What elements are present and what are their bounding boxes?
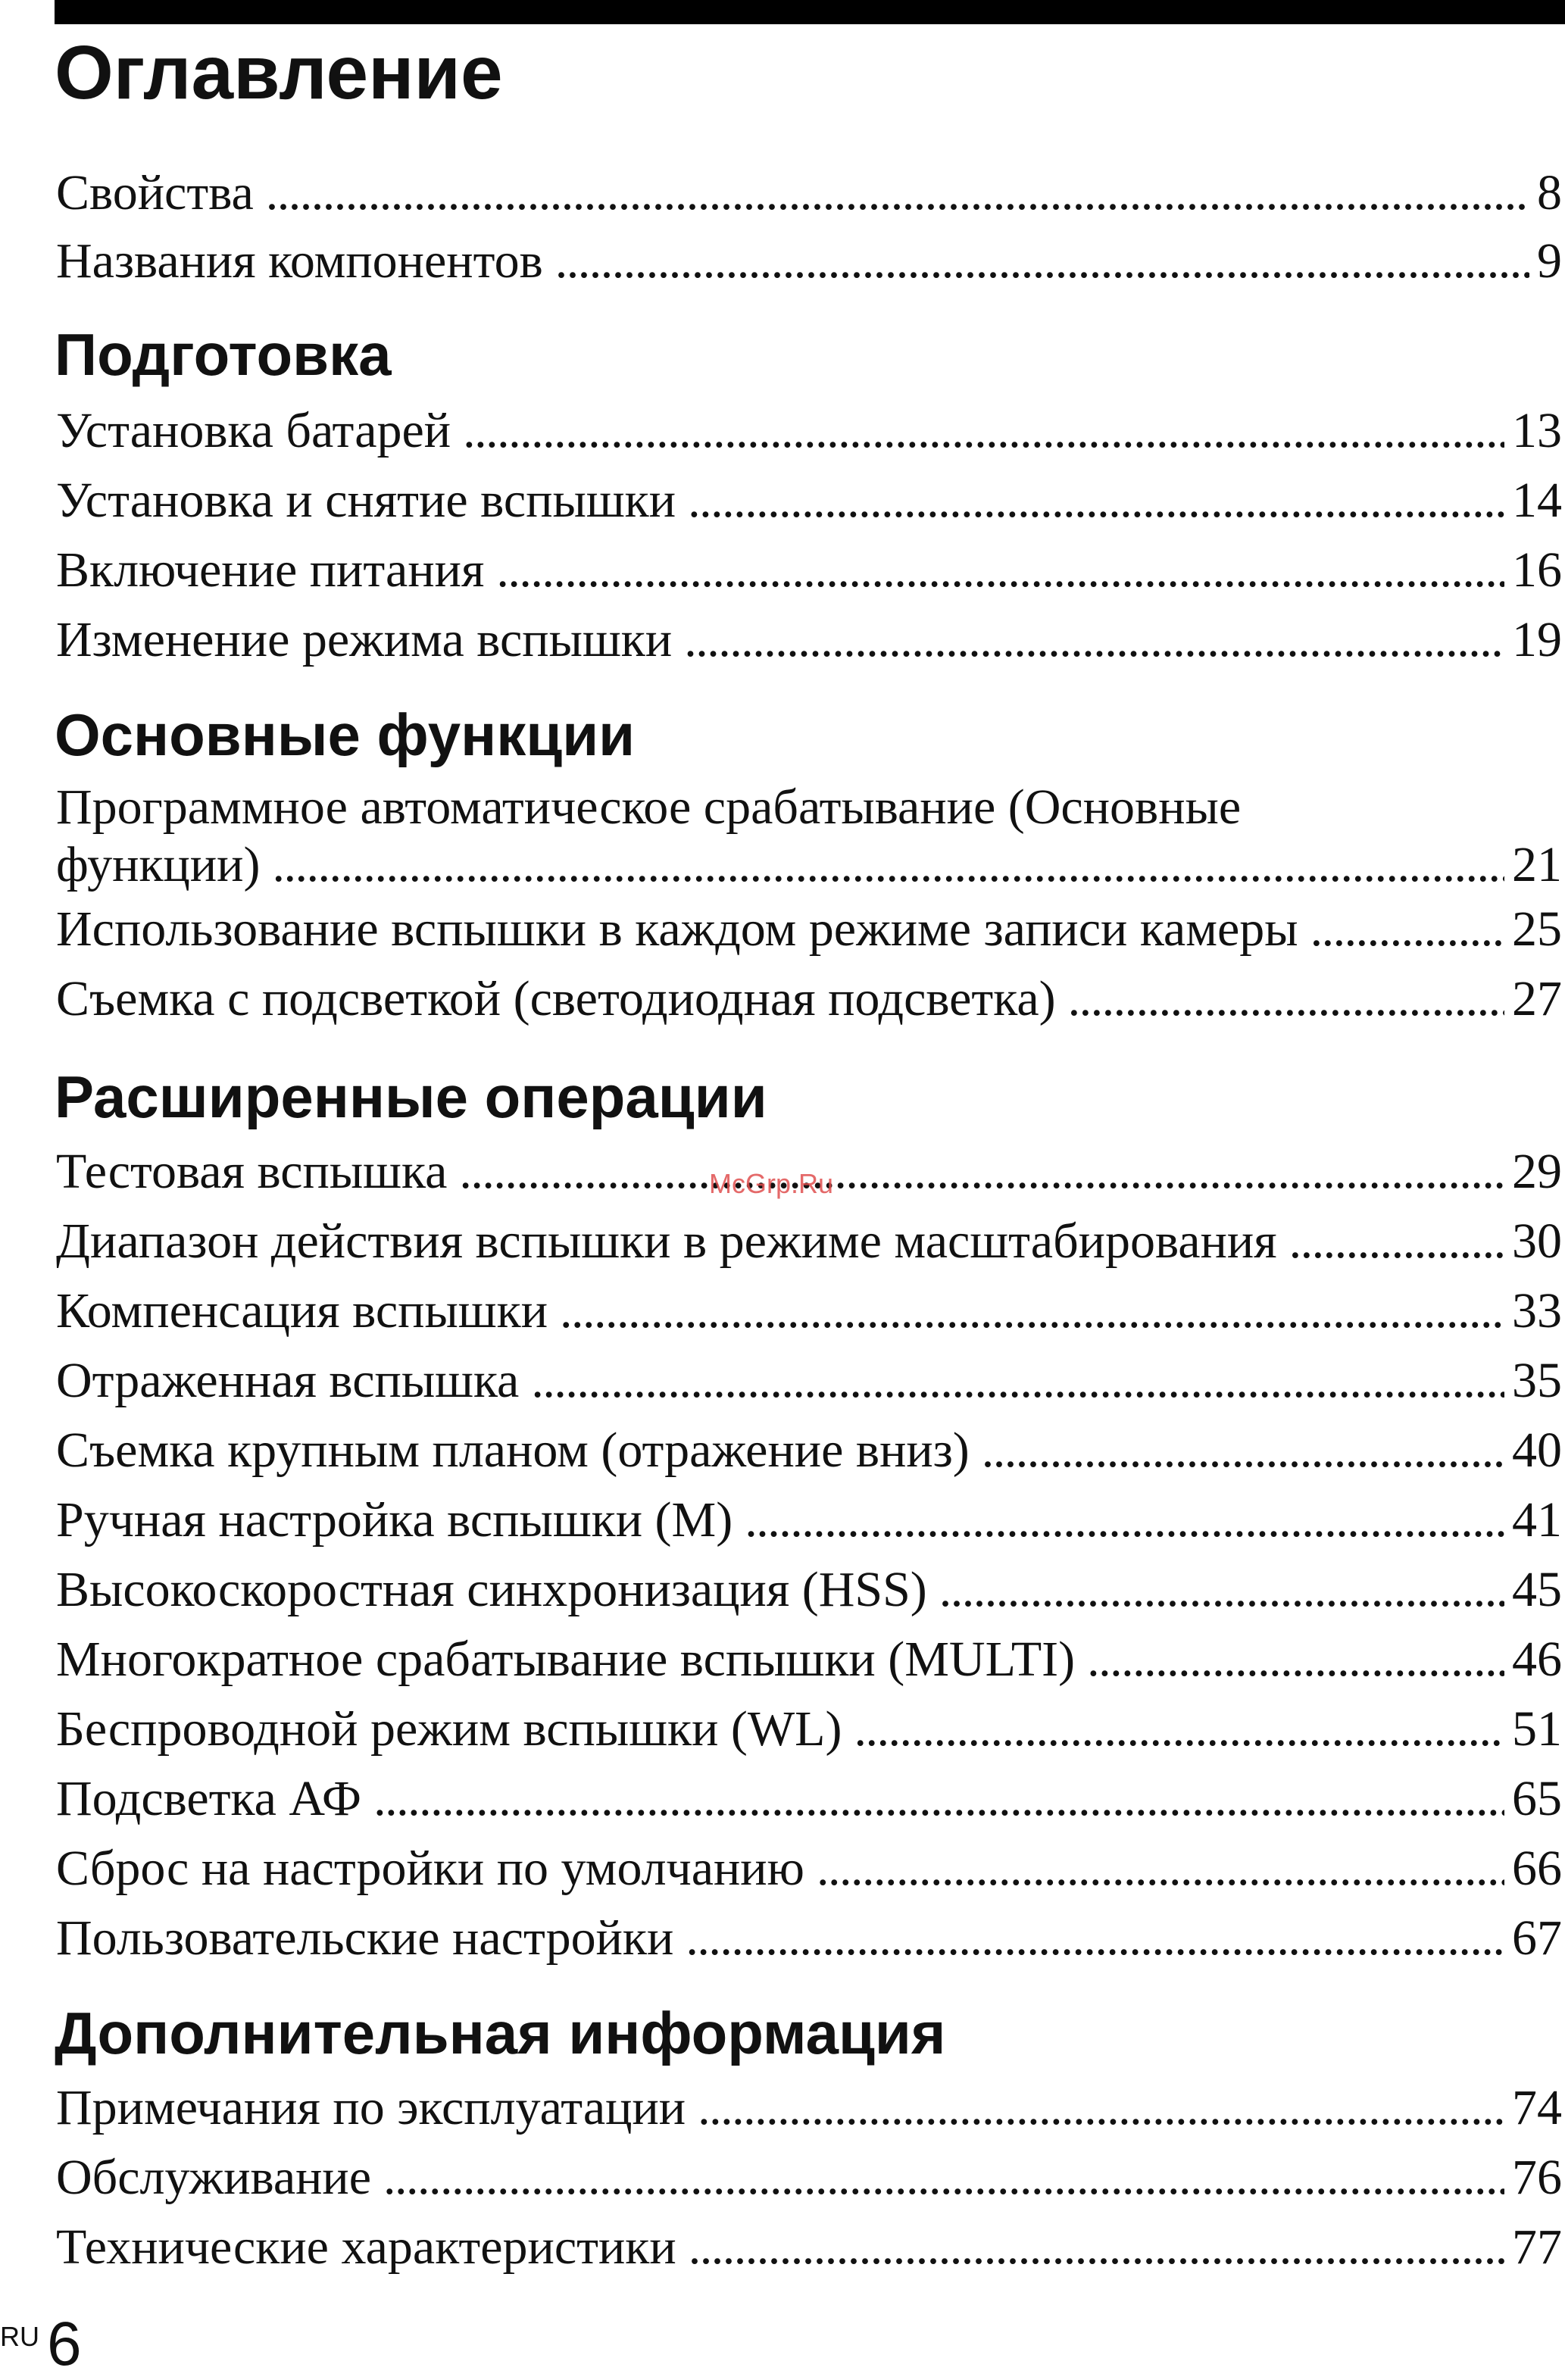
toc-entry-label: Тестовая вспышка: [56, 1144, 448, 1199]
dot-leader: [982, 1416, 1504, 1485]
toc-entry[interactable]: [56, 2213, 1562, 2282]
toc-entry[interactable]: [56, 159, 1562, 227]
dot-leader: [939, 1556, 1504, 1624]
toc-entry-label: Обслуживание: [56, 2150, 372, 2205]
toc-entry-page: 27: [1512, 971, 1562, 1026]
toc-entry-label: Установка и снятие вспышки: [56, 473, 676, 528]
toc-entry-page: 51: [1512, 1701, 1562, 1757]
toc-entry-label: Названия компонентов: [56, 233, 543, 289]
dot-leader: [383, 2144, 1504, 2212]
toc-entry-label: Высокоскоростная синхронизация (HSS): [56, 1562, 927, 1617]
toc-entry[interactable]: [56, 1347, 1562, 1415]
toc-entry-page: 65: [1512, 1771, 1562, 1826]
page-number: 6: [47, 2310, 82, 2378]
toc-entry-page: 30: [1512, 1213, 1562, 1269]
toc-entry-page: 35: [1512, 1353, 1562, 1408]
toc-entry-page: 40: [1512, 1423, 1562, 1478]
toc-entry-label: Отраженная вспышка: [56, 1353, 520, 1408]
toc-entry[interactable]: [56, 1835, 1562, 1903]
dot-leader: [531, 1347, 1504, 1415]
toc-entry-label: Технические характеристики: [56, 2219, 676, 2275]
toc-entry[interactable]: [56, 1207, 1562, 1276]
toc-entry-label: Съемка крупным планом (отражение вниз): [56, 1423, 970, 1478]
watermark: McGrp.Ru: [709, 1168, 834, 1199]
dot-leader: [689, 2213, 1504, 2282]
toc-entry-page: 16: [1512, 542, 1562, 598]
dot-leader: [272, 836, 1504, 894]
toc-entry-label: Беспроводной режим вспышки (WL): [56, 1701, 842, 1757]
toc-entry-page: 21: [1512, 837, 1562, 892]
dot-leader: [688, 467, 1504, 535]
dot-leader: [1310, 895, 1504, 964]
toc-entry[interactable]: [56, 1904, 1562, 1972]
toc-entry[interactable]: [56, 397, 1562, 465]
dot-leader: [1068, 965, 1504, 1033]
toc-entry[interactable]: [56, 1486, 1562, 1554]
dot-leader: [555, 227, 1529, 295]
toc-entry[interactable]: [56, 1277, 1562, 1345]
toc-entry[interactable]: [56, 536, 1562, 604]
dot-leader: [459, 1138, 1504, 1206]
toc-entry-label: Ручная настройка вспышки (M): [56, 1492, 733, 1548]
top-rule: [55, 0, 1565, 24]
toc-entry-page: 13: [1512, 403, 1562, 458]
toc-entry-label: Диапазон действия вспышки в режиме масштабирования: [56, 1213, 1277, 1269]
dot-leader: [373, 1765, 1504, 1833]
dot-leader: [684, 606, 1504, 674]
toc-entry-page: 45: [1512, 1562, 1562, 1617]
dot-leader: [463, 397, 1504, 465]
dot-leader: [1289, 1207, 1504, 1276]
toc-entry[interactable]: [56, 2074, 1562, 2142]
page-title: Оглавление: [55, 30, 503, 115]
toc-entry[interactable]: [56, 467, 1562, 535]
toc-entry[interactable]: [56, 965, 1562, 1033]
toc-entry-label: функции): [56, 837, 261, 892]
toc-entry-page: 74: [1512, 2080, 1562, 2135]
toc-entry-label: Примечания по эксплуатации: [56, 2080, 686, 2135]
section-heading: Расширенные операции: [55, 1064, 767, 1130]
toc-entry-page: 9: [1537, 233, 1562, 289]
dot-leader: [496, 536, 1504, 604]
dot-leader: [854, 1695, 1504, 1763]
toc-entry-label: Свойства: [56, 165, 254, 220]
toc-entry-page: 66: [1512, 1841, 1562, 1896]
toc-entry-page: 25: [1512, 901, 1562, 957]
toc-entry-label: Использование вспышки в каждом режиме записи камеры: [56, 901, 1298, 957]
dot-leader: [686, 1904, 1504, 1972]
dot-leader: [1087, 1626, 1504, 1694]
toc-entry-page: 77: [1512, 2219, 1562, 2275]
toc-entry-label: Включение питания: [56, 542, 485, 598]
toc-entry-page: 76: [1512, 2150, 1562, 2205]
toc-entry-label: Установка батарей: [56, 403, 451, 458]
toc-entry-label: Подсветка АФ: [56, 1771, 362, 1826]
section-heading: Дополнительная информация: [55, 2000, 946, 2066]
toc-entry-page: 8: [1537, 165, 1562, 220]
toc-entry-page: 29: [1512, 1144, 1562, 1199]
toc-entry-page: 19: [1512, 612, 1562, 667]
toc-entry-page: 14: [1512, 473, 1562, 528]
dot-leader: [560, 1277, 1504, 1345]
toc-entry[interactable]: [56, 1695, 1562, 1763]
toc-entry[interactable]: [56, 2144, 1562, 2212]
language-code: RU: [0, 2321, 39, 2352]
toc-entry-label: Изменение режима вспышки: [56, 612, 673, 667]
dot-leader: [817, 1835, 1504, 1903]
toc-entry-label: Сброс на настройки по умолчанию: [56, 1841, 804, 1896]
section-heading: Подготовка: [55, 321, 392, 388]
toc-entry[interactable]: [56, 227, 1562, 295]
section-heading: Основные функции: [55, 701, 636, 768]
toc-entry-page: 41: [1512, 1492, 1562, 1548]
toc-entry[interactable]: [56, 779, 1562, 894]
toc-entry-label: Компенсация вспышки: [56, 1283, 548, 1338]
toc-entry[interactable]: [56, 1765, 1562, 1833]
toc-entry-label: Многократное срабатывание вспышки (MULTI): [56, 1632, 1076, 1687]
dot-leader: [698, 2074, 1504, 2142]
toc-entry-page: 46: [1512, 1632, 1562, 1687]
toc-entry-page: 67: [1512, 1910, 1562, 1966]
toc-entry-label: Съемка с подсветкой (светодиодная подсветка): [56, 971, 1056, 1026]
toc-entry[interactable]: [56, 606, 1562, 674]
toc-entry-label: Пользовательские настройки: [56, 1910, 674, 1966]
toc-entry-page: 33: [1512, 1283, 1562, 1338]
toc-entry-label-line1: Программное автоматическое срабатывание (Основные: [56, 779, 1242, 835]
toc-entry[interactable]: [56, 1556, 1562, 1624]
toc-entry[interactable]: [56, 1626, 1562, 1694]
toc-entry[interactable]: [56, 895, 1562, 964]
dot-leader: [266, 159, 1529, 227]
dot-leader: [745, 1486, 1504, 1554]
toc-entry[interactable]: [56, 1416, 1562, 1485]
